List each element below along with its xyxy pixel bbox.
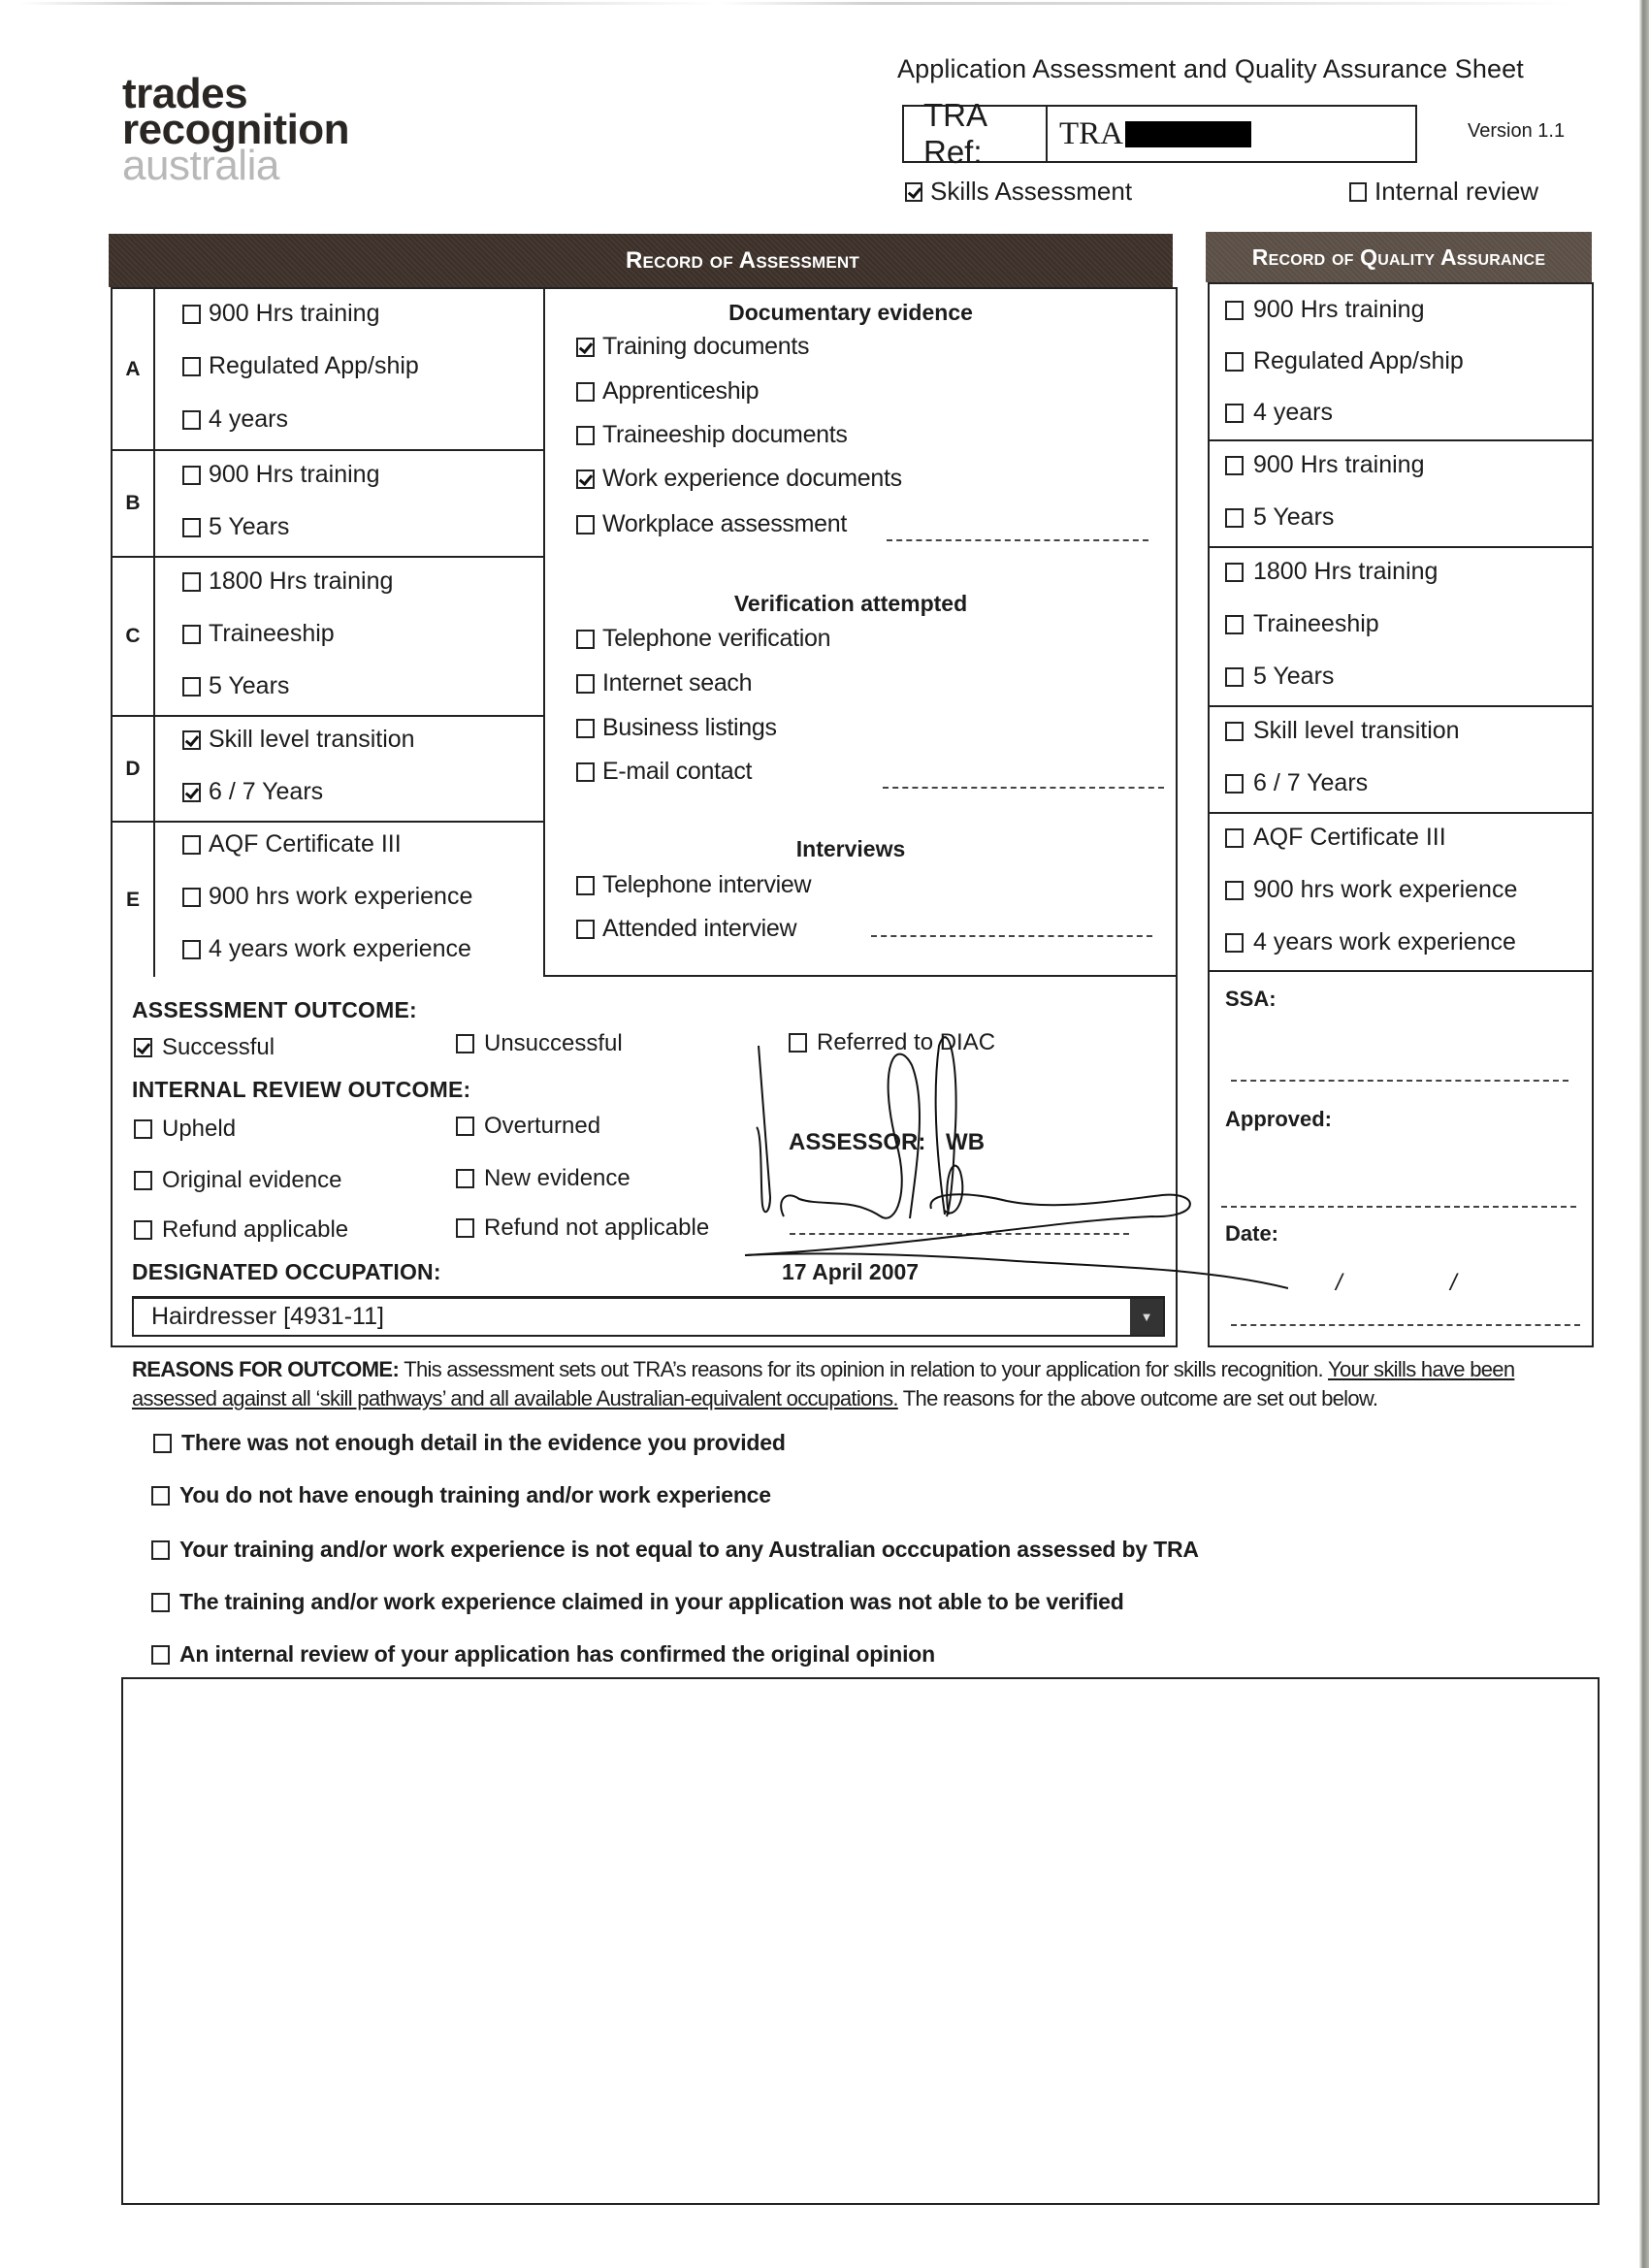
assessor-initials: WB bbox=[946, 1129, 986, 1155]
checkbox-checked-icon[interactable] bbox=[182, 730, 201, 750]
scan-artifact-edge bbox=[1639, 0, 1649, 2268]
skills-assessment-label: Skills Assessment bbox=[930, 177, 1133, 206]
qa-date-line[interactable] bbox=[1231, 1324, 1580, 1326]
option-a-regulated[interactable] bbox=[182, 352, 419, 380]
option-label: 900 hrs work experience bbox=[1253, 876, 1518, 903]
checkbox-icon[interactable] bbox=[182, 410, 201, 430]
option-label: Business listings bbox=[602, 714, 777, 741]
pathway-sections bbox=[113, 289, 545, 977]
logo-line-recognition: recognition bbox=[122, 106, 350, 153]
documentary-evidence-heading: Documentary evidence bbox=[728, 300, 973, 325]
qa-section-d bbox=[1210, 707, 1592, 814]
outcome-referred-to-diac[interactable] bbox=[789, 1029, 995, 1056]
evidence-traineeship-documents[interactable] bbox=[576, 421, 848, 449]
option-label: Refund applicable bbox=[162, 1216, 349, 1243]
ssa-signature-line[interactable] bbox=[1231, 1080, 1568, 1082]
reason-internal-review-confirmed[interactable] bbox=[151, 1641, 935, 1668]
tra-ref-prefix: TRA bbox=[1059, 115, 1123, 151]
review-upheld[interactable] bbox=[134, 1116, 236, 1143]
option-e-900-hrs-work[interactable] bbox=[182, 883, 472, 911]
checkbox-icon[interactable] bbox=[576, 426, 595, 445]
date-label: Date: bbox=[1225, 1221, 1279, 1246]
option-label: AQF Certificate III bbox=[209, 830, 402, 858]
option-label: Your training and/or work experience is not equal to any Australian occcupation assessed by TRA bbox=[179, 1537, 1199, 1562]
option-label: Overturned bbox=[484, 1113, 601, 1139]
checkbox-icon[interactable] bbox=[1225, 456, 1244, 475]
checkbox-icon[interactable] bbox=[1225, 615, 1244, 634]
option-label: Original evidence bbox=[162, 1167, 342, 1193]
reasons-heading: REASONS FOR OUTCOME: bbox=[132, 1357, 400, 1381]
option-label: 900 Hrs training bbox=[209, 461, 380, 488]
internal-review-checkbox[interactable] bbox=[1349, 177, 1538, 207]
option-label: 4 years work experience bbox=[1253, 928, 1516, 956]
checkbox-checked-icon[interactable] bbox=[576, 470, 595, 489]
option-label: Refund not applicable bbox=[484, 1215, 710, 1241]
option-d-skill-level-transition[interactable] bbox=[182, 726, 415, 754]
option-label: New evidence bbox=[484, 1165, 630, 1191]
option-label: E-mail contact bbox=[602, 758, 753, 785]
qa-option[interactable] bbox=[1225, 928, 1516, 956]
workplace-assessment-notes-line[interactable] bbox=[887, 539, 1148, 541]
checkbox-icon[interactable] bbox=[576, 876, 595, 895]
attended-interview-notes-line[interactable] bbox=[871, 935, 1152, 937]
option-label: Telephone verification bbox=[602, 625, 831, 652]
page-title: Application Assessment and Quality Assurance Sheet bbox=[897, 54, 1524, 83]
option-label: You do not have enough training and/or work experience bbox=[179, 1482, 771, 1507]
qa-option[interactable] bbox=[1225, 558, 1438, 586]
tra-ref-value[interactable] bbox=[1048, 107, 1415, 161]
option-label: Referred to DIAC bbox=[817, 1029, 996, 1055]
checkbox-checked-icon[interactable] bbox=[182, 783, 201, 802]
skills-assessment-checkbox[interactable] bbox=[905, 177, 1132, 207]
option-label: 4 years bbox=[1253, 399, 1333, 426]
option-label: Regulated App/ship bbox=[209, 352, 419, 379]
checkbox-icon[interactable] bbox=[182, 677, 201, 697]
checkbox-icon[interactable] bbox=[576, 920, 595, 939]
section-a bbox=[113, 289, 543, 451]
checkbox-icon[interactable] bbox=[182, 835, 201, 855]
reason-not-verified[interactable] bbox=[151, 1589, 1124, 1615]
internal-review-outcome-heading: INTERNAL REVIEW OUTCOME: bbox=[132, 1077, 471, 1102]
checkbox-icon[interactable] bbox=[182, 466, 201, 485]
checkbox-checked-icon[interactable] bbox=[905, 182, 922, 202]
checkbox-checked-icon[interactable] bbox=[576, 338, 595, 357]
qa-option[interactable] bbox=[1225, 717, 1460, 745]
qa-option[interactable] bbox=[1225, 296, 1424, 324]
checkbox-icon[interactable] bbox=[789, 1033, 807, 1053]
designated-occupation-heading: DESIGNATED OCCUPATION: bbox=[132, 1259, 441, 1284]
option-b-5-years[interactable] bbox=[182, 513, 289, 541]
checkbox-icon[interactable] bbox=[182, 572, 201, 592]
version-label: Version 1.1 bbox=[1468, 120, 1566, 142]
checkbox-icon[interactable] bbox=[1225, 667, 1244, 687]
record-of-quality-assurance-panel bbox=[1208, 282, 1594, 1347]
section-e bbox=[113, 823, 543, 977]
checkbox-icon[interactable] bbox=[151, 1593, 170, 1612]
checkbox-icon[interactable] bbox=[456, 1218, 474, 1238]
dropdown-arrow-icon[interactable]: ▼ bbox=[1130, 1299, 1163, 1335]
reasons-for-outcome-text bbox=[132, 1355, 1587, 1413]
outcome-successful[interactable] bbox=[134, 1034, 275, 1061]
option-label: Skill level transition bbox=[1253, 717, 1460, 744]
qa-option[interactable] bbox=[1225, 503, 1334, 532]
checkbox-icon[interactable] bbox=[1225, 722, 1244, 741]
option-label: Internet seach bbox=[602, 669, 753, 697]
option-c-1800-hrs[interactable] bbox=[182, 567, 393, 596]
verification-attempted-heading: Verification attempted bbox=[733, 591, 968, 616]
checkbox-icon[interactable] bbox=[182, 518, 201, 537]
option-label: Training documents bbox=[602, 333, 810, 360]
assessor-signature-line[interactable] bbox=[790, 1233, 1129, 1235]
option-label: Traineeship documents bbox=[602, 421, 848, 448]
option-label: 1800 Hrs training bbox=[1253, 558, 1439, 585]
checkbox-icon[interactable] bbox=[576, 762, 595, 782]
option-label: 5 Years bbox=[209, 513, 290, 540]
option-label: Traineeship bbox=[209, 620, 335, 647]
qa-option[interactable] bbox=[1225, 399, 1333, 427]
option-label: The training and/or work experience claimed in your application was not able to be verified bbox=[179, 1589, 1124, 1614]
option-label: AQF Certificate III bbox=[1253, 824, 1446, 851]
reasons-underlined: Your skills have been assessed against all ‘skill pathways’ and all available Australian-equivalent occupations. bbox=[132, 1357, 1515, 1410]
option-label: Skill level transition bbox=[209, 726, 415, 753]
option-label: 900 hrs work experience bbox=[209, 883, 473, 910]
option-label: An internal review of your application has confirmed the original opinion bbox=[179, 1641, 935, 1667]
checkbox-icon[interactable] bbox=[182, 625, 201, 644]
verification-business-listings[interactable] bbox=[576, 714, 777, 742]
checkbox-icon[interactable] bbox=[576, 719, 595, 738]
qa-option[interactable] bbox=[1225, 824, 1446, 852]
option-label: 5 Years bbox=[1253, 503, 1335, 531]
verification-telephone[interactable] bbox=[576, 625, 830, 653]
option-label: 5 Years bbox=[1253, 663, 1335, 690]
checkbox-icon[interactable] bbox=[456, 1169, 474, 1188]
qa-option[interactable] bbox=[1225, 876, 1517, 904]
option-b-900-hrs[interactable] bbox=[182, 461, 379, 489]
checkbox-icon[interactable] bbox=[1225, 881, 1244, 900]
designated-occupation-select[interactable] bbox=[132, 1296, 1165, 1337]
checkbox-icon[interactable] bbox=[151, 1486, 170, 1506]
evidence-column bbox=[545, 289, 1176, 977]
reasons-notes-box[interactable] bbox=[121, 1677, 1600, 2205]
checkbox-icon[interactable] bbox=[576, 630, 595, 649]
tra-ref-label: TRA Ref: bbox=[904, 107, 1048, 161]
option-label: 6 / 7 Years bbox=[1253, 769, 1369, 796]
option-label: Unsuccessful bbox=[484, 1030, 623, 1056]
verification-email-contact[interactable] bbox=[576, 758, 752, 786]
checkbox-icon[interactable] bbox=[1349, 182, 1367, 202]
review-overturned[interactable] bbox=[456, 1113, 600, 1140]
ssa-label: SSA: bbox=[1225, 987, 1277, 1011]
option-e-4-years-work[interactable] bbox=[182, 935, 471, 963]
checkbox-icon[interactable] bbox=[182, 940, 201, 959]
section-b bbox=[113, 451, 543, 558]
section-d bbox=[113, 717, 543, 823]
section-letter: E bbox=[113, 823, 155, 977]
assessor-field bbox=[789, 1129, 985, 1156]
checkbox-icon[interactable] bbox=[134, 1220, 152, 1240]
redaction-block bbox=[1125, 121, 1251, 147]
checkbox-icon[interactable] bbox=[1225, 301, 1244, 320]
checkbox-icon[interactable] bbox=[182, 305, 201, 324]
interviews-heading: Interviews bbox=[795, 836, 906, 861]
approved-signature-line[interactable] bbox=[1221, 1206, 1576, 1208]
scan-artifact-top bbox=[19, 2, 1571, 5]
checkbox-icon[interactable] bbox=[456, 1117, 474, 1136]
qa-option[interactable] bbox=[1225, 347, 1464, 375]
outcome-unsuccessful[interactable] bbox=[456, 1030, 623, 1057]
option-label: Regulated App/ship bbox=[1253, 347, 1464, 374]
review-new-evidence[interactable] bbox=[456, 1165, 630, 1192]
checkbox-icon[interactable] bbox=[1225, 508, 1244, 528]
option-label: Workplace assessment bbox=[602, 510, 847, 537]
option-label: 4 years bbox=[209, 405, 288, 433]
qa-section-a bbox=[1210, 284, 1592, 441]
option-label: 6 / 7 Years bbox=[209, 778, 324, 805]
reason-not-enough-detail[interactable] bbox=[153, 1430, 786, 1456]
checkbox-icon[interactable] bbox=[576, 674, 595, 694]
designated-occupation-value: Hairdresser [4931-11] bbox=[151, 1303, 384, 1330]
section-letter: D bbox=[113, 717, 155, 821]
reasons-intro: This assessment sets out TRA’s reasons for its opinion in relation to your application for skills recognition. bbox=[399, 1357, 1328, 1381]
checkbox-icon[interactable] bbox=[1225, 828, 1244, 848]
option-label: Successful bbox=[162, 1034, 275, 1060]
option-label: 900 Hrs training bbox=[1253, 296, 1425, 323]
checkbox-icon[interactable] bbox=[182, 888, 201, 907]
checkbox-checked-icon[interactable] bbox=[134, 1038, 152, 1057]
checkbox-icon[interactable] bbox=[1225, 404, 1244, 423]
qa-section-c bbox=[1210, 548, 1592, 707]
review-original-evidence[interactable] bbox=[134, 1167, 341, 1194]
option-c-traineeship[interactable] bbox=[182, 620, 335, 648]
option-label: 900 Hrs training bbox=[209, 300, 380, 327]
review-refund-applicable[interactable] bbox=[134, 1216, 348, 1244]
qa-option[interactable] bbox=[1225, 769, 1368, 797]
qa-option[interactable] bbox=[1225, 451, 1424, 479]
checkbox-icon[interactable] bbox=[182, 357, 201, 376]
option-label: 1800 Hrs training bbox=[209, 567, 394, 595]
record-of-assessment-panel bbox=[111, 287, 1178, 1347]
checkbox-icon[interactable] bbox=[151, 1645, 170, 1665]
option-e-aqf-cert-iii[interactable] bbox=[182, 830, 402, 859]
option-label: Work experience documents bbox=[602, 465, 902, 492]
section-letter: A bbox=[113, 289, 155, 449]
reasons-outro: The reasons for the above outcome are set out below. bbox=[897, 1386, 1378, 1410]
evidence-workplace-assessment[interactable] bbox=[576, 510, 847, 538]
email-contact-notes-line[interactable] bbox=[883, 787, 1164, 789]
qa-section-b bbox=[1210, 441, 1592, 548]
option-c-5-years[interactable] bbox=[182, 672, 289, 700]
section-c bbox=[113, 558, 543, 717]
checkbox-icon[interactable] bbox=[576, 515, 595, 535]
checkbox-icon[interactable] bbox=[576, 382, 595, 402]
qa-option[interactable] bbox=[1225, 663, 1334, 691]
section-letter: B bbox=[113, 451, 155, 556]
interview-attended[interactable] bbox=[576, 915, 796, 943]
assessment-outcome-heading: ASSESSMENT OUTCOME: bbox=[132, 997, 417, 1022]
evidence-apprenticeship[interactable] bbox=[576, 377, 759, 405]
checkbox-icon[interactable] bbox=[456, 1034, 474, 1053]
reason-not-enough-training[interactable] bbox=[151, 1482, 771, 1508]
checkbox-icon[interactable] bbox=[1225, 563, 1244, 582]
qa-option[interactable] bbox=[1225, 610, 1379, 638]
option-label: 4 years work experience bbox=[209, 935, 471, 962]
checkbox-icon[interactable] bbox=[1225, 774, 1244, 794]
date-separator: / bbox=[1450, 1270, 1457, 1296]
logo-line-australia: australia bbox=[122, 142, 279, 189]
qa-section-e bbox=[1210, 814, 1592, 972]
assessor-label: ASSESSOR: bbox=[789, 1129, 926, 1155]
option-label: There was not enough detail in the evidence you provided bbox=[181, 1430, 786, 1455]
reason-not-equal-occupation[interactable] bbox=[151, 1537, 1199, 1563]
record-of-quality-assurance-header: Record of Quality Assurance bbox=[1206, 232, 1592, 282]
record-of-assessment-header: Record of Assessment bbox=[109, 234, 1173, 287]
option-d-6-7-years[interactable] bbox=[182, 778, 323, 806]
option-a-900-hrs[interactable] bbox=[182, 300, 379, 328]
section-letter: C bbox=[113, 558, 155, 715]
approved-label: Approved: bbox=[1225, 1107, 1332, 1131]
option-label: Attended interview bbox=[602, 915, 797, 942]
option-label: 5 Years bbox=[209, 672, 290, 699]
assessment-date: 17 April 2007 bbox=[782, 1259, 920, 1284]
checkbox-icon[interactable] bbox=[134, 1171, 152, 1190]
checkbox-icon[interactable] bbox=[134, 1119, 152, 1139]
logo-line-trades: trades bbox=[122, 70, 248, 117]
checkbox-icon[interactable] bbox=[153, 1434, 172, 1453]
tra-logo bbox=[122, 70, 350, 189]
evidence-training-documents[interactable] bbox=[576, 333, 809, 361]
date-separator: / bbox=[1336, 1270, 1342, 1296]
option-label: Traineeship bbox=[1253, 610, 1379, 637]
option-label: Upheld bbox=[162, 1116, 237, 1142]
option-a-4-years[interactable] bbox=[182, 405, 288, 434]
option-label: Apprenticeship bbox=[602, 377, 760, 405]
option-label: Telephone interview bbox=[602, 871, 812, 898]
checkbox-icon[interactable] bbox=[1225, 352, 1244, 372]
internal-review-label: Internal review bbox=[1374, 177, 1539, 206]
interview-telephone[interactable] bbox=[576, 871, 811, 899]
verification-internet-search[interactable] bbox=[576, 669, 752, 697]
option-label: 900 Hrs training bbox=[1253, 451, 1425, 478]
tra-ref-field bbox=[902, 97, 1417, 170]
review-refund-not-applicable[interactable] bbox=[456, 1215, 709, 1242]
checkbox-icon[interactable] bbox=[151, 1540, 170, 1560]
evidence-work-experience-documents[interactable] bbox=[576, 465, 902, 493]
checkbox-icon[interactable] bbox=[1225, 933, 1244, 953]
